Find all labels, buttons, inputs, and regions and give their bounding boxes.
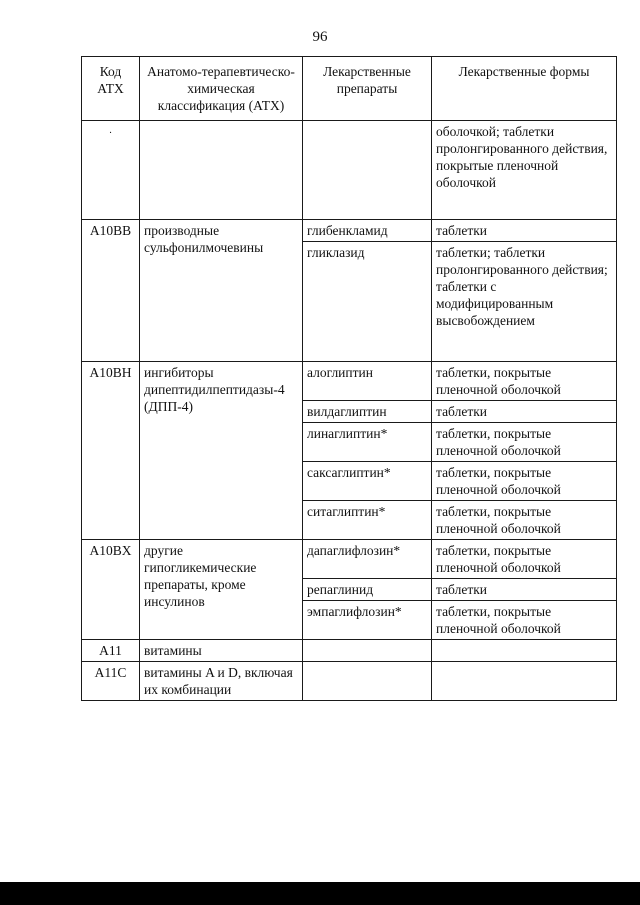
atx-classification: витамины bbox=[140, 640, 303, 662]
atx-classification: другие гипогликемические препараты, кроме инсулинов bbox=[140, 540, 303, 640]
atx-code: A11C bbox=[82, 662, 140, 701]
drug-name: глибенкламид bbox=[303, 220, 432, 242]
header-classification: Анатомо-терапевтическо-химическая классификация (АТХ) bbox=[140, 57, 303, 121]
drug-form: таблетки, покрытые пленочной оболочкой bbox=[432, 423, 617, 462]
atx-code: A10BB bbox=[82, 220, 140, 362]
drug-name: вилдаглиптин bbox=[303, 401, 432, 423]
drug-form: таблетки bbox=[432, 220, 617, 242]
drug-form: таблетки, покрытые пленочной оболочкой bbox=[432, 362, 617, 401]
drug-form: таблетки, покрытые пленочной оболочкой bbox=[432, 501, 617, 540]
drug-name bbox=[303, 662, 432, 701]
continuation-code-cell bbox=[82, 121, 140, 220]
drug-form: таблетки bbox=[432, 401, 617, 423]
table-row bbox=[82, 662, 617, 701]
continuation-form-cell: оболочкой; таблетки пролонгированного действия, покрытые пленочной оболочкой bbox=[432, 121, 617, 220]
atx-classification: производные сульфонилмочевины bbox=[140, 220, 303, 362]
header-drugs: Лекарственные препараты bbox=[303, 57, 432, 121]
atx-code: A11 bbox=[82, 640, 140, 662]
continuation-drug-cell bbox=[303, 121, 432, 220]
table-row bbox=[82, 640, 617, 662]
page-number: 96 bbox=[312, 29, 328, 45]
drug-form bbox=[432, 640, 617, 662]
drug-name: гликлазид bbox=[303, 242, 432, 362]
continuation-row bbox=[82, 121, 617, 220]
drug-form: таблетки, покрытые пленочной оболочкой bbox=[432, 601, 617, 640]
atx-classification: витамины A и D, включая их комбинации bbox=[140, 662, 303, 701]
scan-bottom-edge bbox=[0, 882, 640, 905]
drug-name: эмпаглифлозин* bbox=[303, 601, 432, 640]
header-code: Код АТХ bbox=[82, 57, 140, 121]
drug-form: таблетки, покрытые пленочной оболочкой bbox=[432, 462, 617, 501]
drug-name bbox=[303, 640, 432, 662]
table-header-row bbox=[82, 57, 617, 121]
drug-form: таблетки, покрытые пленочной оболочкой bbox=[432, 540, 617, 579]
drug-form bbox=[432, 662, 617, 701]
drug-name: линаглиптин* bbox=[303, 423, 432, 462]
atx-classification: ингибиторы дипептидилпептидазы-4 (ДПП-4) bbox=[140, 362, 303, 540]
drug-form: таблетки bbox=[432, 579, 617, 601]
table-row bbox=[82, 540, 617, 579]
drug-name: репаглинид bbox=[303, 579, 432, 601]
atx-code: A10BH bbox=[82, 362, 140, 540]
continuation-mark: · bbox=[108, 128, 113, 139]
header-forms: Лекарственные формы bbox=[432, 57, 617, 121]
drug-form: таблетки; таблетки пролонгированного действия; таблетки с модифицированным высвобождением bbox=[432, 242, 617, 362]
continuation-class-cell bbox=[140, 121, 303, 220]
table-row bbox=[82, 362, 617, 401]
drug-name: ситаглиптин* bbox=[303, 501, 432, 540]
drug-name: дапаглифлозин* bbox=[303, 540, 432, 579]
atx-code: A10BX bbox=[82, 540, 140, 640]
atx-table bbox=[81, 56, 617, 701]
drug-name: алоглиптин bbox=[303, 362, 432, 401]
table-row bbox=[82, 220, 617, 242]
drug-name: саксаглиптин* bbox=[303, 462, 432, 501]
